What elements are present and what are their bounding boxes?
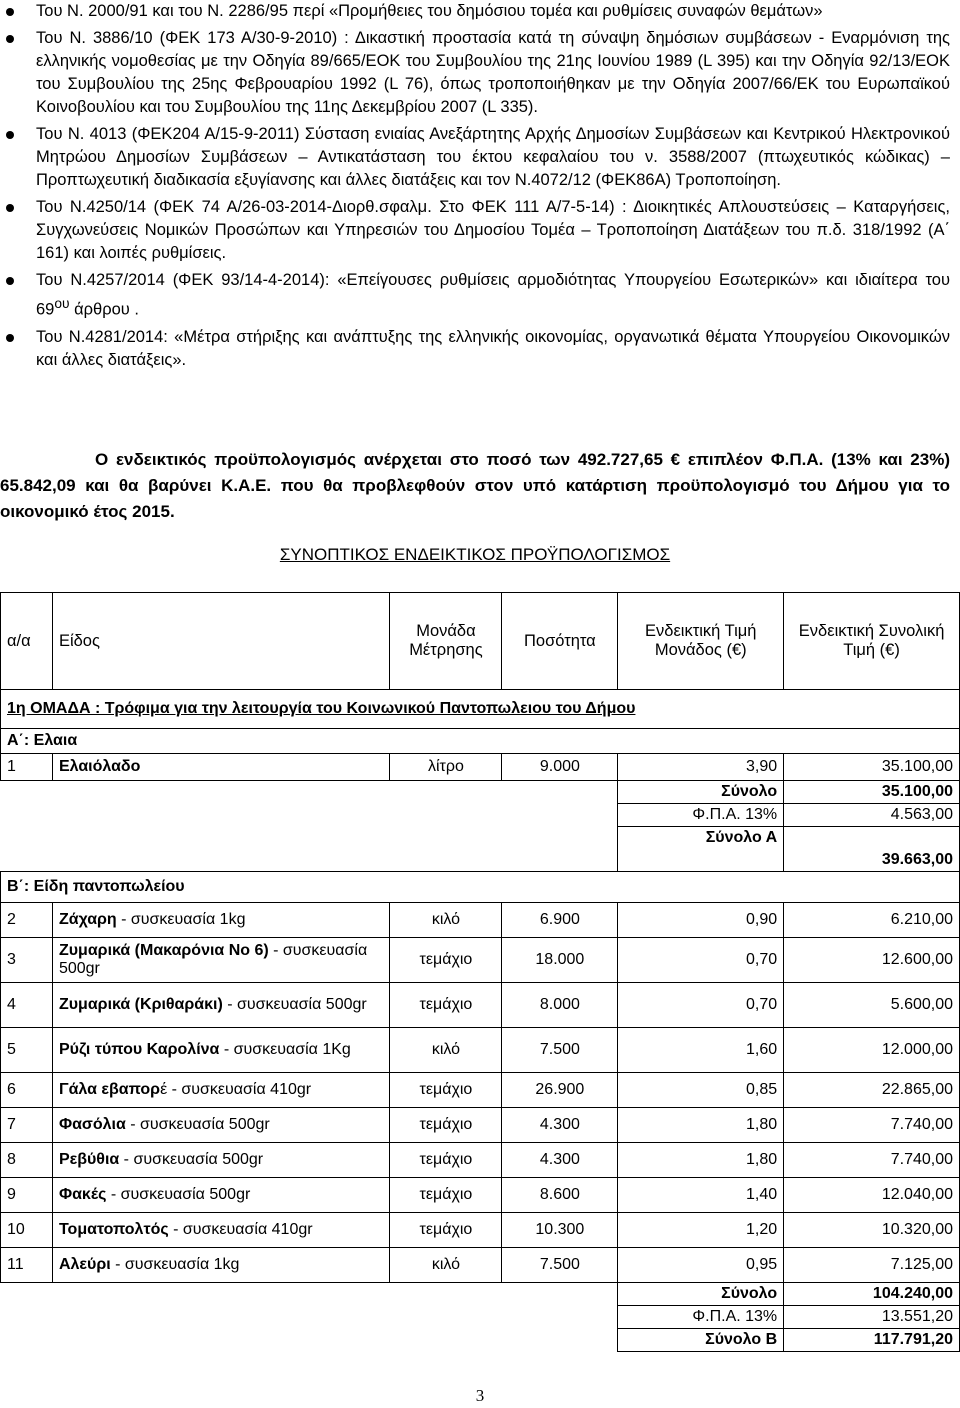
table-row — [1, 1178, 960, 1213]
header-qty: Ποσότητα — [502, 593, 618, 690]
bullet-icon — [6, 35, 14, 43]
row-total: 22.865,00 — [784, 1073, 960, 1108]
bullet-icon — [6, 204, 14, 212]
row-total: 7.740,00 — [784, 1108, 960, 1143]
row-unit: τεμάχιο — [390, 1178, 502, 1213]
row-qty: 26.900 — [502, 1073, 618, 1108]
row-qty: 6.900 — [502, 903, 618, 938]
row-item: Ζυμαρικά (Μακαρόνια Νο 6) - συσκευασία 500gr — [52, 938, 390, 983]
row-qty: 4.300 — [502, 1108, 618, 1143]
row-total: 6.210,00 — [784, 903, 960, 938]
row-unit: κιλό — [390, 1248, 502, 1283]
table-row — [1, 1213, 960, 1248]
row-qty: 18.000 — [502, 938, 618, 983]
row-total: 12.600,00 — [784, 938, 960, 983]
row-item: Γάλα εβαπορέ - συσκευασία 410gr — [52, 1073, 390, 1108]
table-row — [1, 1143, 960, 1178]
row-qty: 8.600 — [502, 1178, 618, 1213]
section-a-rows — [1, 754, 960, 781]
row-aa: 10 — [1, 1213, 53, 1248]
bullet-icon — [6, 334, 14, 342]
row-qty: 7.500 — [502, 1028, 618, 1073]
table-row — [1, 1073, 960, 1108]
subtotal-row: Σύνολο 104.240,00 — [1, 1283, 960, 1306]
list-item: Του Ν. 2000/91 και του Ν. 2286/95 περί «Προμήθειες του δημόσιου τομέα και ρυθμίσεις συναφών θεμάτων» — [0, 0, 960, 23]
list-item: Του Ν. 4013 (ΦΕΚ204 Α/15-9-2011) Σύσταση ενιαίας Ανεξάρτητης Αρχής Δημοσίων Συμβάσεων και Κεντρικού Ηλεκτρονικού Μητρώου Δημοσίων Συμβάσεων – Αντικατάσταση του έκτου κεφαλαίου του ν. 3588/2007 (πτωχευτικός κώδικας) – Προπτωχευτική διαδικασία εξυγίανσης και άλλες διατάξεις και τον Ν.4072/12 (ΦΕΚ86Α) Τροποποίηση. — [0, 123, 960, 192]
list-item: Του Ν.4257/2014 (ΦΕΚ 93/14-4-2014): «Επείγουσες ρυθμίσεις αρμοδιότητας Υπουργείου Εσωτερικών» και ιδιαίτερα του $69^{o\upsilon}$ άρθρου . — [0, 269, 960, 322]
row-unit: τεμάχιο — [390, 1143, 502, 1178]
budget-summary: Ο ενδεικτικός προϋπολογισμός ανέρχεται στο ποσό των 492.727,65 € επιπλέον Φ.Π.Α. (13% και 23%) 65.842,09 και θα βαρύνει Κ.Α.Ε. που θα προβλεφθούν στον υπό κατάρτιση προϋπολογισμό του Δήμου για το οικονομικό έτος 2015. — [0, 450, 950, 521]
header-unit-price: Ενδεικτική Τιμή Μονάδος (€) — [618, 593, 784, 690]
table-row — [1, 903, 960, 938]
table-row — [1, 938, 960, 983]
row-item: Ελαιόλαδο — [52, 754, 390, 781]
group-row: 1η ΟΜΑΔΑ : Τρόφιμα για την λειτουργία του Κοινωνικού Παντοπωλειου του Δήμου — [1, 690, 960, 729]
row-total: 5.600,00 — [784, 983, 960, 1028]
row-aa: 3 — [1, 938, 53, 983]
table-row — [1, 754, 960, 781]
table-row — [1, 983, 960, 1028]
budget-table — [0, 592, 960, 1352]
row-aa: 2 — [1, 903, 53, 938]
row-unit-price: 0,95 — [618, 1248, 784, 1283]
table-row — [1, 1248, 960, 1283]
section-row: Α΄: Ελαια — [1, 729, 960, 754]
row-qty: 7.500 — [502, 1248, 618, 1283]
row-aa: 6 — [1, 1073, 53, 1108]
row-qty: 9.000 — [502, 754, 618, 781]
section-row: Β΄: Είδη παντοπωλείου — [1, 872, 960, 903]
row-aa: 8 — [1, 1143, 53, 1178]
row-unit: τεμάχιο — [390, 1073, 502, 1108]
subtotal-row: Σύνολο 35.100,00 — [1, 781, 960, 804]
row-unit-price: 1,20 — [618, 1213, 784, 1248]
row-unit-price: 1,80 — [618, 1108, 784, 1143]
bullet-icon — [6, 277, 14, 285]
row-unit: τεμάχιο — [390, 1213, 502, 1248]
table-header-row — [1, 593, 960, 690]
section-b-rows — [1, 903, 960, 1283]
row-unit-price: 1,80 — [618, 1143, 784, 1178]
row-aa: 1 — [1, 754, 53, 781]
header-aa: α/α — [1, 593, 53, 690]
row-unit: κιλό — [390, 903, 502, 938]
row-qty: 4.300 — [502, 1143, 618, 1178]
row-total: 7.125,00 — [784, 1248, 960, 1283]
grand-total-row: Σύνολο Α 39.663,00 — [1, 827, 960, 872]
row-total: 12.000,00 — [784, 1028, 960, 1073]
row-aa: 4 — [1, 983, 53, 1028]
row-total: 7.740,00 — [784, 1143, 960, 1178]
page-number: 3 — [475, 1386, 485, 1405]
row-unit-price: 0,70 — [618, 938, 784, 983]
row-qty: 10.300 — [502, 1213, 618, 1248]
row-unit-price: 0,90 — [618, 903, 784, 938]
row-aa: 9 — [1, 1178, 53, 1213]
row-item: Ζάχαρη - συσκευασία 1kg — [52, 903, 390, 938]
row-unit-price: 1,60 — [618, 1028, 784, 1073]
row-item: Φακές - συσκευασία 500gr — [52, 1178, 390, 1213]
table-title: ΣΥΝΟΠΤΙΚΟΣ ΕΝΔΕΙΚΤΙΚΟΣ ΠΡΟΫΠΟΛΟΓΙΣΜΟΣ — [279, 545, 671, 564]
bullet-icon — [6, 8, 14, 16]
row-unit-price: 3,90 — [618, 754, 784, 781]
table-row — [1, 1108, 960, 1143]
row-aa: 7 — [1, 1108, 53, 1143]
legal-basis-list — [0, 0, 960, 376]
vat-row: Φ.Π.Α. 13% 13.551,20 — [1, 1306, 960, 1329]
row-unit-price: 0,70 — [618, 983, 784, 1028]
row-item: Αλεύρι - συσκευασία 1kg — [52, 1248, 390, 1283]
row-total: 12.040,00 — [784, 1178, 960, 1213]
list-item: Του Ν.4250/14 (ΦΕΚ 74 Α/26-03-2014-Διορθ.σφαλμ. Στο ΦΕΚ 111 Α/7-5-14) : Διοικητικές Απλουστεύσεις – Καταργήσεις, Συγχωνεύσεις Νομικών Προσώπων και Υπηρεσιών του Δημοσίου Τομέα – Τροποποίηση Διατάξεων του π.δ. 318/1992 (Α΄ 161) και λοιπές ρυθμίσεις. — [0, 196, 960, 265]
table-row — [1, 1028, 960, 1073]
row-unit-price: 0,85 — [618, 1073, 784, 1108]
row-qty: 8.000 — [502, 983, 618, 1028]
row-unit-price: 1,40 — [618, 1178, 784, 1213]
row-unit: λίτρο — [390, 754, 502, 781]
header-item: Είδος — [52, 593, 390, 690]
row-item: Τοματοπολτός - συσκευασία 410gr — [52, 1213, 390, 1248]
header-unit: Μονάδα Μέτρησης — [390, 593, 502, 690]
row-item: Ρύζι τύπου Καρολίνα - συσκευασία 1Kg — [52, 1028, 390, 1073]
list-item: Του Ν. 3886/10 (ΦΕΚ 173 Α/30-9-2010) : Δικαστική προστασία κατά τη σύναψη δημόσιων συμβάσεων - Εναρμόνιση της ελληνικής νομοθεσίας με την Οδηγία 89/665/ΕΟΚ του Συμβουλίου της 21ης Ιουνίου 1989 (L 395) και την Οδηγία 92/13/ΕΟΚ του Συμβουλίου της 25ης Φεβρουαρίου 1992 (L 76), όπως τροποποιήθηκαν με την Οδηγία 2007/66/ΕΚ του Ευρωπαϊκού Κοινοβουλίου και του Συμβουλίου της 11ης Δεκεμβρίου 2007 (L 335). — [0, 27, 960, 119]
row-item: Ζυμαρικά (Κριθαράκι) - συσκευασία 500gr — [52, 983, 390, 1028]
row-item: Ρεβύθια - συσκευασία 500gr — [52, 1143, 390, 1178]
grand-total-row: Σύνολο Β 117.791,20 — [1, 1329, 960, 1352]
row-unit: τεμάχιο — [390, 938, 502, 983]
bullet-icon — [6, 131, 14, 139]
row-aa: 11 — [1, 1248, 53, 1283]
row-unit: τεμάχιο — [390, 983, 502, 1028]
row-total: 35.100,00 — [784, 754, 960, 781]
row-total: 10.320,00 — [784, 1213, 960, 1248]
list-item: Του Ν.4281/2014: «Μέτρα στήριξης και ανάπτυξης της ελληνικής οικονομίας, οργανωτικά θέματα Υπουργείου Οικονομικών και άλλες διατάξεις». — [0, 326, 960, 372]
header-total: Ενδεικτική Συνολική Τιμή (€) — [784, 593, 960, 690]
row-aa: 5 — [1, 1028, 53, 1073]
row-unit: κιλό — [390, 1028, 502, 1073]
vat-row: Φ.Π.Α. 13% 4.563,00 — [1, 804, 960, 827]
row-item: Φασόλια - συσκευασία 500gr — [52, 1108, 390, 1143]
row-unit: τεμάχιο — [390, 1108, 502, 1143]
